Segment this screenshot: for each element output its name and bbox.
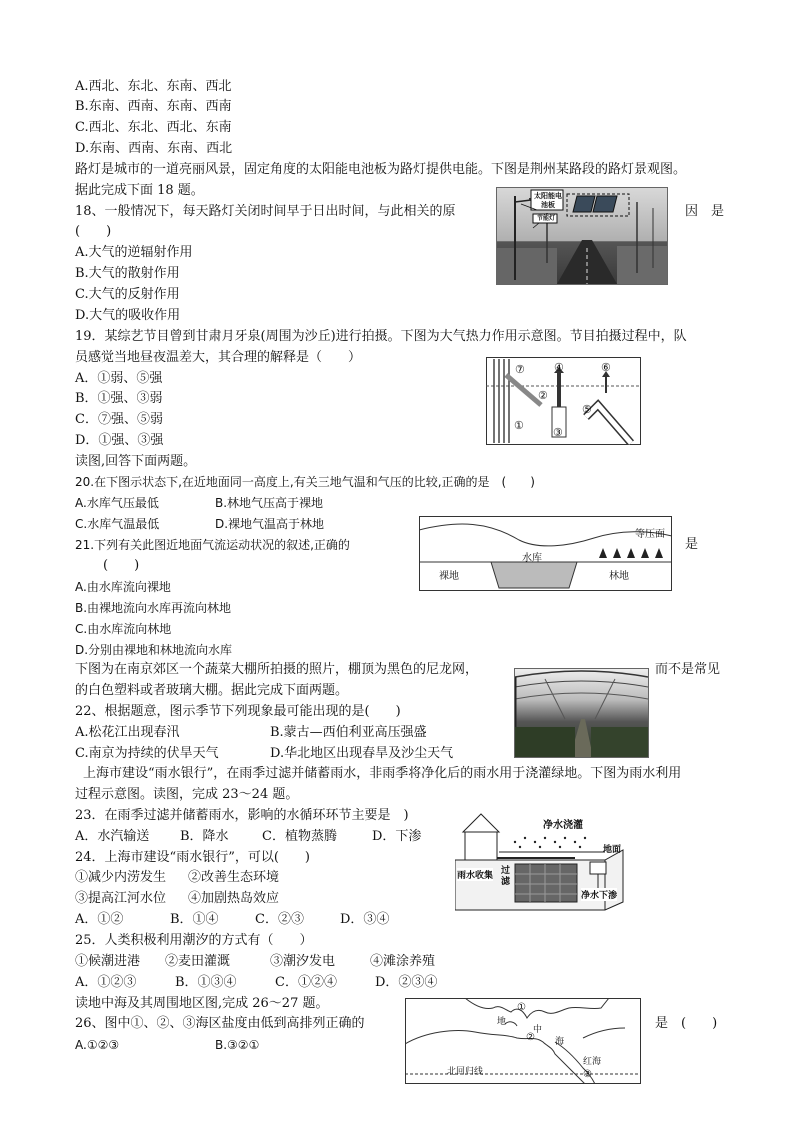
q25-option-b: B．①③④ bbox=[175, 975, 237, 990]
q23-option-a: A．水汽输送 bbox=[75, 829, 150, 844]
q26-option-b: B.③②① bbox=[215, 1038, 260, 1052]
q18-option-c: C.大气的反射作用 bbox=[75, 287, 180, 302]
q25-option-a: A．①②③ bbox=[75, 975, 137, 990]
fig26-label-redsea: 红海 bbox=[583, 1057, 602, 1067]
fig18-label-solar: 太阳能电池板 bbox=[534, 191, 562, 209]
q20-option-c: C.水库气温最低 bbox=[75, 517, 160, 531]
rainwater-bank-diagram bbox=[455, 802, 626, 911]
fig19-label-4: ④ bbox=[554, 361, 564, 374]
q26-stem-end: 是 ( ) bbox=[655, 1016, 718, 1031]
q17-option-a: A.西北、东北、东南、西北 bbox=[75, 79, 232, 94]
q23-option-d: D．下渗 bbox=[372, 829, 422, 844]
q24-item-2: ②改善生态环境 bbox=[188, 870, 280, 885]
q17-option-d: D.东南、西南、东南、西北 bbox=[75, 141, 233, 156]
q23-option-c: C．植物蒸腾 bbox=[262, 829, 337, 844]
q25-item-1: ①候潮进港 bbox=[75, 954, 141, 969]
q25-option-d: D．②③④ bbox=[375, 975, 438, 990]
q25-stem: 25．人类积极利用潮汐的方式有（ ） bbox=[75, 933, 313, 948]
q24-option-c: C．②③ bbox=[255, 912, 304, 927]
fig23-label-seep: 净水下渗 bbox=[581, 888, 617, 901]
fig23-label-filter: 过滤 bbox=[501, 866, 511, 887]
fig26-label-hai: 海 bbox=[555, 1037, 565, 1047]
fig19-label-2: ② bbox=[538, 389, 548, 402]
intro-18-line2: 据此完成下面 18 题。 bbox=[75, 183, 204, 198]
intro-22-line1: 下图为在南京郊区一个蔬菜大棚所拍摄的照片，棚顶为黑色的尼龙网， bbox=[75, 662, 479, 677]
q19-stem-line2: 员感觉当地昼夜温差大，其合理的解释是（ ） bbox=[75, 350, 362, 365]
fig20-label-bare: 裸地 bbox=[439, 571, 459, 582]
fig23-label-ground: 地面 bbox=[603, 845, 622, 855]
q20-option-d: D.裸地气温高于林地 bbox=[215, 517, 325, 531]
q25-item-3: ③潮汐发电 bbox=[270, 954, 336, 969]
fig20-label-forest: 林地 bbox=[609, 571, 629, 582]
fig19-label-1: ① bbox=[514, 419, 524, 432]
q24-option-a: A．①② bbox=[75, 912, 124, 927]
q21-option-d: D.分别由裸地和林地流向水库 bbox=[75, 643, 233, 657]
q24-stem: 24．上海市建设“雨水银行”，可以( ) bbox=[75, 850, 310, 865]
q21-stem: 21.下列有关此图近地面气流运动状况的叙述,正确的 bbox=[75, 538, 350, 552]
q19-option-b: B．①强、③弱 bbox=[75, 391, 163, 406]
q19-option-c: C．⑦强、⑤弱 bbox=[75, 412, 163, 427]
intro-22-line2: 的白色塑料或者玻璃大棚。据此完成下面两题。 bbox=[75, 683, 349, 698]
intro-23-line2: 过程示意图。读图，完成 23～24 题。 bbox=[75, 787, 299, 802]
q22-stem: 22、根据题意，图示季节下列现象最可能出现的是( ) bbox=[75, 704, 401, 719]
fig26-label-zhong: 中 bbox=[533, 1025, 543, 1035]
fig23-label-irrigation: 净水浇灌 bbox=[543, 820, 583, 831]
q26-option-a: A.①②③ bbox=[75, 1038, 120, 1052]
intro-20: 读图,回答下面两题。 bbox=[75, 454, 197, 469]
q21-paren: ( ) bbox=[103, 558, 140, 573]
q25-option-c: C．①②④ bbox=[275, 975, 337, 990]
q19-stem-line1: 19．某综艺节目曾到甘肃月牙泉(周围为沙丘)进行拍摄。下图为大气热力作用示意图。节目拍摄过程中，队 bbox=[75, 329, 687, 344]
q21-stem-end: 是 bbox=[685, 537, 699, 552]
q25-item-4: ④滩涂养殖 bbox=[370, 954, 436, 969]
q20-option-a: A.水库气压最低 bbox=[75, 496, 159, 510]
q18-stem-end: 因 是 bbox=[685, 204, 725, 219]
q24-item-4: ④加剧热岛效应 bbox=[188, 891, 280, 906]
q23-option-b: B．降水 bbox=[180, 829, 229, 844]
intro-18-line1: 路灯是城市的一道亮丽风景，固定角度的太阳能电池板为路灯提供电能。下图是荆州某路段的路灯景观图。 bbox=[75, 162, 687, 177]
q19-option-d: D．①强、③强 bbox=[75, 433, 164, 448]
mediterranean-map bbox=[405, 998, 641, 1084]
fig26-label-3: ③ bbox=[583, 1069, 592, 1080]
fig23-label-collect: 雨水收集 bbox=[457, 868, 493, 881]
q21-option-b: B.由裸地流向水库再流向林地 bbox=[75, 601, 232, 615]
q18-option-b: B.大气的散射作用 bbox=[75, 266, 180, 281]
q22-option-c: C.南京为持续的伏旱天气 bbox=[75, 746, 219, 761]
q18-option-d: D.大气的吸收作用 bbox=[75, 308, 181, 323]
q20-option-b: B.林地气压高于裸地 bbox=[215, 496, 324, 510]
q23-stem: 23．在雨季过滤并储蓄雨水，影响的水循环环节主要是 ) bbox=[75, 808, 409, 823]
q22-option-d: D.华北地区出现春旱及沙尘天气 bbox=[270, 746, 454, 761]
fig19-label-3: ③ bbox=[553, 426, 563, 439]
q24-option-b: B．①④ bbox=[170, 912, 219, 927]
q17-option-b: B.东南、西南、东南、西南 bbox=[75, 99, 232, 114]
q20-stem: 20.在下图示状态下,在近地面同一高度上,有关三地气温和气压的比较,正确的是 ( ) bbox=[75, 475, 535, 489]
q24-item-3: ③提高江河水位 bbox=[75, 891, 167, 906]
fig19-label-7: ⑦ bbox=[515, 363, 525, 376]
fig18-label-lamp: 节能灯 bbox=[536, 215, 555, 222]
q18-paren: ( ) bbox=[75, 224, 112, 239]
q18-option-a: A.大气的逆辐射作用 bbox=[75, 245, 193, 260]
q22-option-b: B.蒙古—西伯利亚高压强盛 bbox=[270, 725, 427, 740]
q22-option-a: A.松花江出现春汛 bbox=[75, 725, 180, 740]
fig19-label-5: ⑤ bbox=[582, 403, 592, 416]
intro-22-line1-end: 而不是常见 bbox=[655, 662, 721, 677]
q26-stem: 26、图中①、②、③海区盐度由低到高排列正确的 bbox=[75, 1016, 365, 1031]
q17-option-c: C.西北、东北、西北、东南 bbox=[75, 120, 232, 135]
fig26-label-1: ① bbox=[517, 1002, 526, 1013]
fig26-label-tropic: 北回归线 bbox=[447, 1067, 484, 1077]
q25-item-2: ②麦田灌溉 bbox=[165, 954, 231, 969]
intro-23-line1: 上海市建设“雨水银行”，在雨季过滤并储蓄雨水，非雨季将净化后的雨水用于浇灌绿地。下图为雨水利用 bbox=[83, 766, 682, 781]
q18-stem: 18、一般情况下，每天路灯关闭时间早于日出时间，与此相关的原 bbox=[75, 204, 456, 219]
atmosphere-heat-diagram bbox=[486, 357, 641, 445]
fig26-label-di: 地 bbox=[497, 1017, 507, 1027]
q21-option-c: C.由水库流向林地 bbox=[75, 622, 172, 636]
fig20-label-reservoir: 水库 bbox=[522, 553, 542, 564]
fig20-label-isobar: 等压面 bbox=[635, 529, 665, 540]
q24-option-d: D．③④ bbox=[340, 912, 390, 927]
greenhouse-photo bbox=[514, 668, 649, 758]
fig26-label-2: ② bbox=[526, 1032, 535, 1043]
fig19-label-6: ⑥ bbox=[601, 361, 611, 374]
intro-26: 读地中海及其周围地区图,完成 26～27 题。 bbox=[75, 996, 329, 1011]
q19-option-a: A．①弱、⑤强 bbox=[75, 371, 163, 386]
q21-option-a: A.由水库流向裸地 bbox=[75, 580, 171, 594]
q24-item-1: ①减少内涝发生 bbox=[75, 870, 167, 885]
streetlight-photo bbox=[496, 187, 668, 285]
reservoir-isobar-diagram bbox=[419, 516, 672, 591]
